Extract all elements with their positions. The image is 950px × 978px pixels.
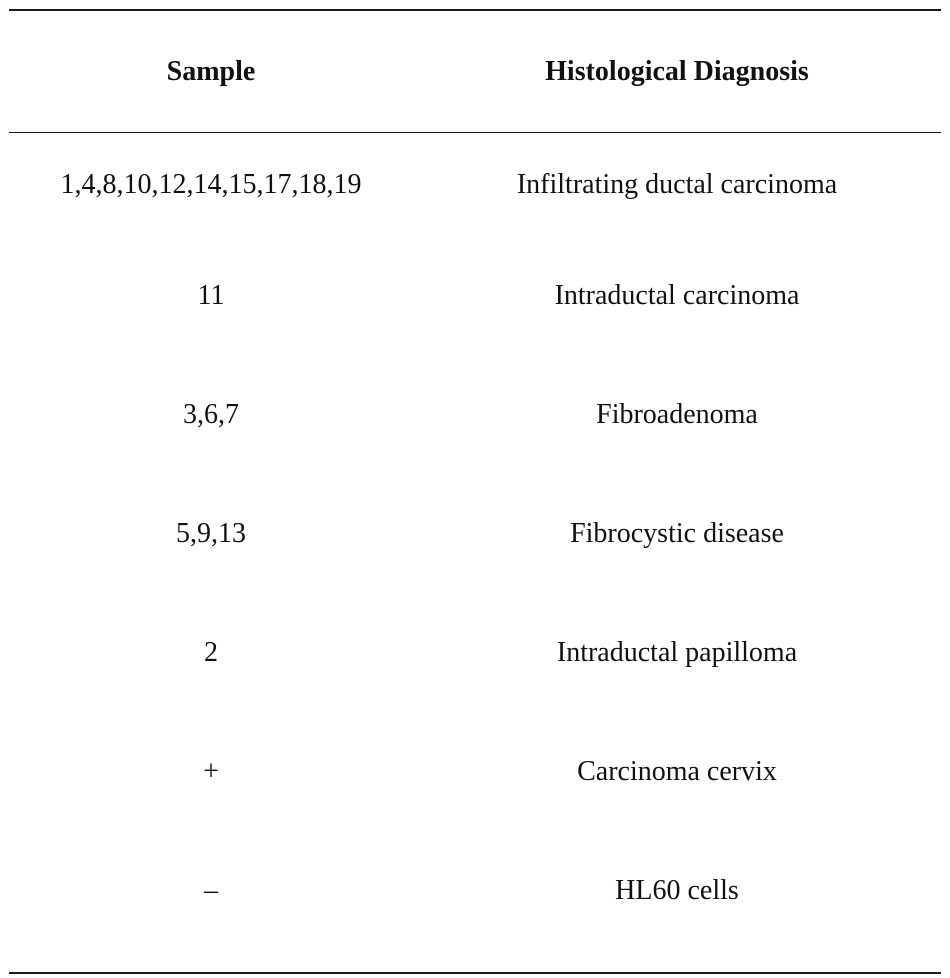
diagnosis-cell: HL60 cells — [615, 874, 739, 906]
diagnosis-cell: Intraductal papilloma — [556, 636, 798, 668]
table-bottom-rule — [9, 972, 941, 974]
table-row — [9, 133, 941, 236]
sample-cell: 3,6,7 — [183, 398, 239, 430]
diagnosis-cell: Carcinoma cervix — [577, 755, 777, 787]
diagnosis-cell: Fibrocystic disease — [570, 517, 784, 549]
table-row — [9, 831, 941, 950]
diagnosis-table — [9, 9, 941, 974]
sample-cell: + — [203, 755, 219, 787]
diagnosis-cell: Intraductal carcinoma — [554, 279, 800, 311]
table-body — [9, 133, 941, 972]
table-row — [9, 712, 941, 831]
header-sample: Sample — [166, 55, 256, 87]
sample-cell: – — [204, 874, 218, 906]
table-body-padding — [9, 950, 941, 972]
table-row — [9, 474, 941, 593]
sample-cell: 2 — [204, 636, 218, 668]
sample-cell: 11 — [197, 279, 225, 311]
table-row — [9, 593, 941, 712]
diagnosis-cell: Fibroadenoma — [596, 398, 758, 430]
table-row — [9, 236, 941, 355]
sample-cell: 1,4,8,10,12,14,15,17,18,19 — [60, 168, 362, 200]
diagnosis-cell: Infiltrating ductal carcinoma — [516, 168, 838, 200]
table-row — [9, 355, 941, 474]
sample-cell: 5,9,13 — [176, 517, 246, 549]
header-diagnosis: Histological Diagnosis — [545, 55, 809, 87]
table-header-row — [9, 11, 941, 132]
